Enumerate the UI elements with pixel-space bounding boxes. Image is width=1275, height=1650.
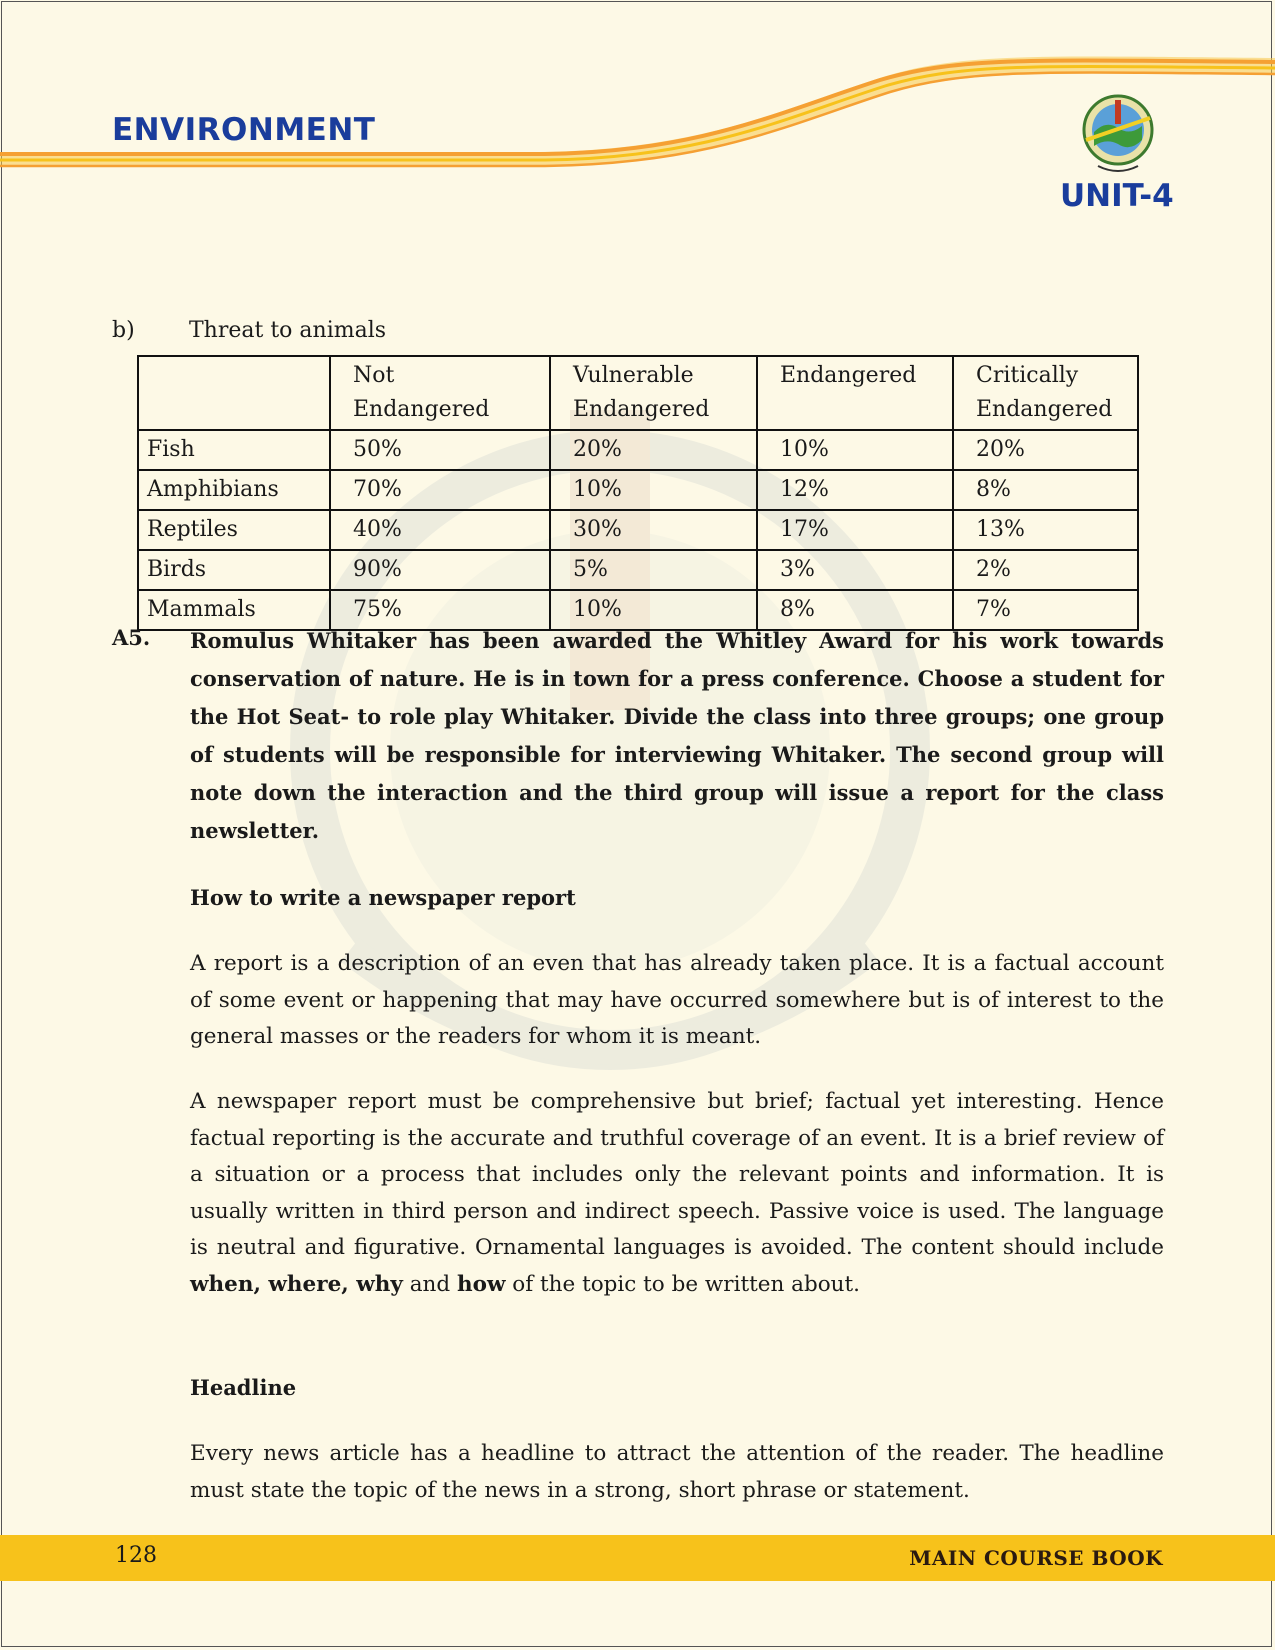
- table-cell: 10%: [550, 590, 757, 630]
- table-row: [138, 470, 1138, 510]
- table-row: [138, 430, 1138, 470]
- chapter-title: ENVIRONMENT: [112, 112, 376, 148]
- question-label: A5.: [112, 625, 151, 650]
- page-number: 128: [115, 1543, 157, 1568]
- table-header-cell: Critically Endangered: [953, 356, 1138, 430]
- table-cell: Fish: [138, 430, 330, 470]
- table-cell: 75%: [330, 590, 550, 630]
- table-header-cell: Not Endangered: [330, 356, 550, 430]
- table-cell: Mammals: [138, 590, 330, 630]
- table-cell: 5%: [550, 550, 757, 590]
- table-cell: 50%: [330, 430, 550, 470]
- table-cell: 90%: [330, 550, 550, 590]
- how-to-paragraph-1: A report is a description of an even that has already taken place. It is a factual account of some event or happening that may have occurred somewhere but is of interest to the general masses or the readers for whom it is meant.: [190, 951, 1164, 1049]
- table-header-cell: [138, 356, 330, 430]
- table-cell: 3%: [757, 550, 953, 590]
- table-cell: 8%: [757, 590, 953, 630]
- table-header-row: [138, 356, 1138, 430]
- table-row: [138, 510, 1138, 550]
- table-cell: 20%: [550, 430, 757, 470]
- table-header-cell: Vulnerable Endangered: [550, 356, 757, 430]
- table-cell: 30%: [550, 510, 757, 550]
- table-row: [138, 550, 1138, 590]
- threat-to-animals-table: [137, 355, 1139, 631]
- headline-paragraph: Every news article has a headline to attract the attention of the reader. The headline must state the topic of the news in a strong, short phrase or statement.: [190, 1441, 1164, 1503]
- section-title: Threat to animals: [189, 318, 387, 343]
- book-title: MAIN COURSE BOOK: [909, 1546, 1163, 1570]
- unit-label: UNIT-4: [1060, 178, 1174, 214]
- table-cell: 7%: [953, 590, 1138, 630]
- table-cell: Reptiles: [138, 510, 330, 550]
- table-cell: 10%: [757, 430, 953, 470]
- table-cell: 10%: [550, 470, 757, 510]
- table-cell: 20%: [953, 430, 1138, 470]
- question-text: Romulus Whitaker has been awarded the Whitley Award for his work towards conservation of nature. He is in town for a press conference. Choose a student for the Hot Seat- to role play Whitaker. Divide the class into three groups; one group of students will be responsible for interviewing Whitaker. The second group will note down the interaction and the third group will issue a report for the class newsletter.: [190, 628, 1164, 843]
- table-cell: 12%: [757, 470, 953, 510]
- table-cell: 2%: [953, 550, 1138, 590]
- section-marker: b): [112, 318, 135, 343]
- how-to-heading: How to write a newspaper report: [190, 885, 576, 910]
- table-cell: Amphibians: [138, 470, 330, 510]
- how-to-paragraph-2: A newspaper report must be comprehensive but brief; factual yet interesting. Hence factual reporting is the accurate and truthful coverage of an event. It is a brief review of a situation or a process that includes only the relevant points and information. It is usually written in third person and indirect speech. Passive voice is used. The language is neutral and figurative. Ornamental languages is avoided. The content should include when, where, why and how of the topic to be written about.: [190, 1089, 1164, 1297]
- table-cell: 13%: [953, 510, 1138, 550]
- cbse-emblem-icon: [1068, 80, 1168, 180]
- table-header-cell: Endangered: [757, 356, 953, 430]
- table-cell: 70%: [330, 470, 550, 510]
- headline-heading: Headline: [190, 1375, 297, 1400]
- table-cell: 8%: [953, 470, 1138, 510]
- table-cell: 17%: [757, 510, 953, 550]
- table-cell: Birds: [138, 550, 330, 590]
- table-cell: 40%: [330, 510, 550, 550]
